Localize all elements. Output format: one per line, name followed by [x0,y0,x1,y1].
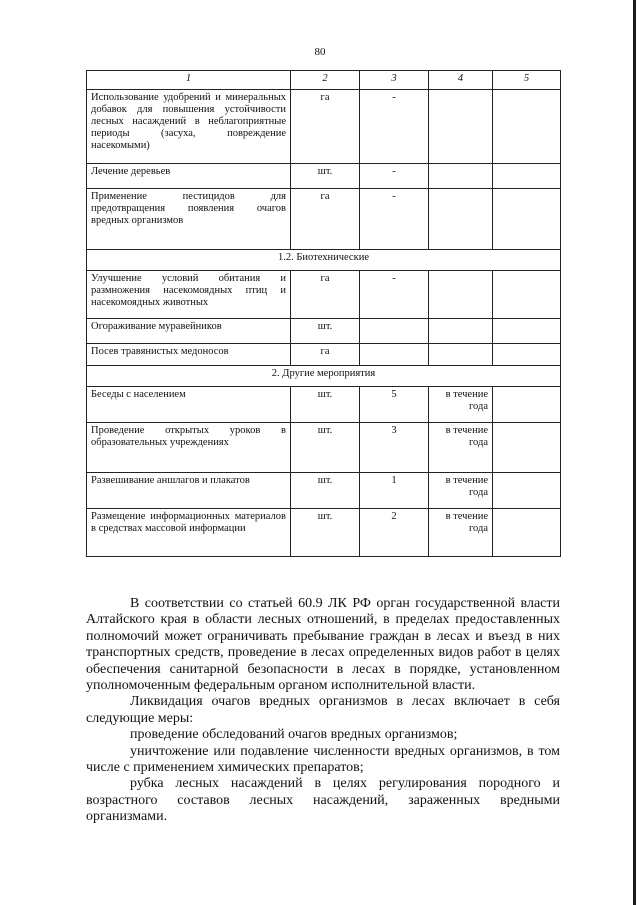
measure-name: Размещение информационных материалов в средствах массовой информации [87,509,291,557]
measure-name: Посев травянистых медоносов [87,344,291,366]
term-cell [429,344,493,366]
unit-cell: шт. [291,164,360,189]
term-cell [429,164,493,189]
section-row-biotech [87,250,561,271]
extra-cell [493,164,561,189]
quantity-cell: 5 [360,387,429,423]
paragraph: рубка лесных насаждений в целях регулирования породного и возрастного составов лесных насаждений, зараженных вредными организмами. [86,776,560,825]
extra-cell [493,423,561,473]
table-row [87,473,561,509]
term-cell [429,271,493,319]
unit-cell: шт. [291,473,360,509]
quantity-cell: - [360,271,429,319]
table-header-row [87,71,561,90]
header-cell: 2 [291,71,360,90]
paragraph: Ликвидация очагов вредных организмов в лесах включает в себя следующие меры: [86,694,560,726]
section-heading: 2. Другие мероприятия [87,366,561,387]
term-cell [429,189,493,250]
section-row-other [87,366,561,387]
unit-cell: га [291,344,360,366]
page-number: 80 [314,46,326,58]
measures-table [86,70,561,557]
term-cell: в течение года [429,387,493,423]
table-row [87,90,561,164]
paragraph: В соответствии со статьей 60.9 ЛК РФ орган государственной власти Алтайского края в области лесных отношений, в пределах предоставленных полномочий может ограничивать пребывание граждан в лесах и въезд в них транспортных средств, проведение в лесах определенных видов работ в целях обеспечения санитарной безопасности в лесах в порядке, установленном уполномоченным федеральным органом исполнительной власти. [86,596,560,694]
quantity-cell: - [360,164,429,189]
body-text [86,596,560,826]
quantity-cell: 1 [360,473,429,509]
header-cell: 4 [429,71,493,90]
extra-cell [493,319,561,344]
table-row [87,189,561,250]
paragraph: уничтожение или подавление численности вредных организмов, в том числе с применением химических препаратов; [86,743,560,776]
extra-cell [493,473,561,509]
extra-cell [493,344,561,366]
term-cell: в течение года [429,423,493,473]
extra-cell [493,189,561,250]
measure-name: Беседы с населением [87,387,291,423]
measure-name: Применение пестицидов для предотвращения появления очагов вредных организмов [87,189,291,250]
unit-cell: га [291,189,360,250]
table-row [87,509,561,557]
extra-cell [493,387,561,423]
unit-cell: шт. [291,387,360,423]
table-row [87,387,561,423]
extra-cell [493,271,561,319]
quantity-cell [360,344,429,366]
term-cell [429,90,493,164]
table-row [87,319,561,344]
unit-cell: га [291,90,360,164]
quantity-cell [360,319,429,344]
measure-name: Развешивание аншлагов и плакатов [87,473,291,509]
table-row [87,271,561,319]
quantity-cell: - [360,90,429,164]
measure-name: Лечение деревьев [87,164,291,189]
unit-cell: шт. [291,509,360,557]
extra-cell [493,509,561,557]
measure-name: Использование удобрений и минеральных добавок для повышения устойчивости лесных насаждений в неблагоприятные периоды (засуха, повреждение насекомыми) [87,90,291,164]
table-row [87,423,561,473]
header-cell: 5 [493,71,561,90]
term-cell: в течение года [429,509,493,557]
measure-name: Улучшение условий обитания и размножения насекомоядных птиц и насекомоядных животных [87,271,291,319]
header-cell: 1 [87,71,291,90]
unit-cell: га [291,271,360,319]
measure-name: Огораживание муравейников [87,319,291,344]
measure-name: Проведение открытых уроков в образовательных учреждениях [87,423,291,473]
table-row [87,344,561,366]
section-heading: 1.2. Биотехнические [87,250,561,271]
paragraph: проведение обследований очагов вредных организмов; [130,727,458,743]
scan-edge-border [633,0,636,905]
header-cell: 3 [360,71,429,90]
unit-cell: шт. [291,423,360,473]
quantity-cell: - [360,189,429,250]
quantity-cell: 2 [360,509,429,557]
term-cell [429,319,493,344]
term-cell: в течение года [429,473,493,509]
unit-cell: шт. [291,319,360,344]
table-row [87,164,561,189]
extra-cell [493,90,561,164]
quantity-cell: 3 [360,423,429,473]
